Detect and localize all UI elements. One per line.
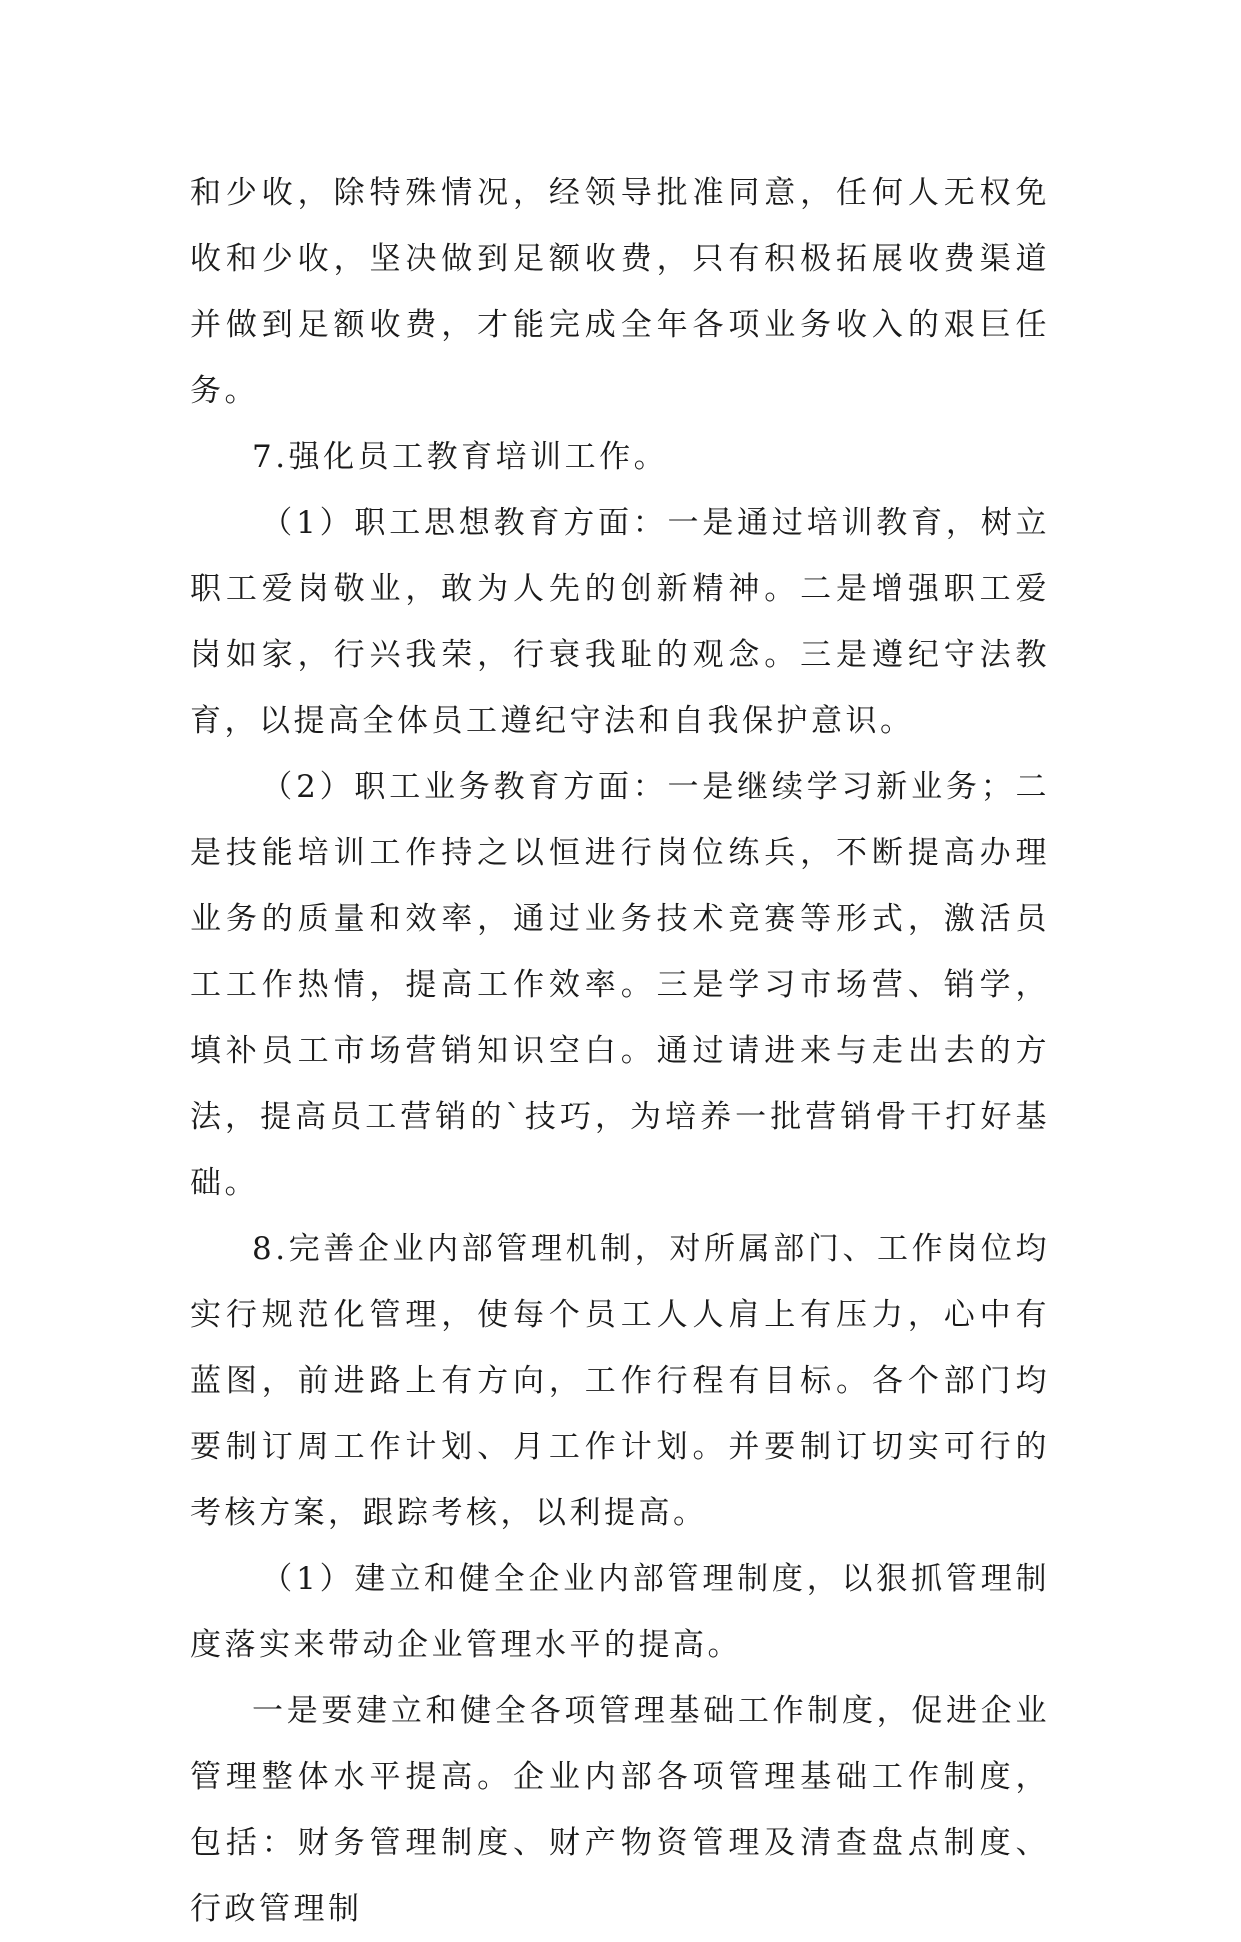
paragraph-business-education: （2）职工业务教育方面：一是继续学习新业务；二是技能培训工作持之以恒进行岗位练兵，不断提高办理业务的质量和效率，通过业务技术竞赛等形式，激活员工工作热情，提高工作效率。三是学习市场营、销学，填补员工市场营销知识空白。通过请进来与走出去的方法，提高员工营销的`技巧，为培养一批营销骨干打好基础。 [190, 769, 1050, 1201]
paragraph-ideology-education: （1）职工思想教育方面：一是通过培训教育，树立职工爱岗敬业，敢为人先的创新精神。二是增强职工爱岗如家，行兴我荣，行衰我耻的观念。三是遵纪守法教育，以提高全体员工遵纪守法和自我保护意识。 [190, 505, 1050, 739]
paragraph-basic-systems: 一是要建立和健全各项管理基础工作制度，促进企业管理整体水平提高。企业内部各项管理基础工作制度，包括：财务管理制度、财产物资管理及清查盘点制度、行政管理制 [190, 1693, 1050, 1927]
heading-staff-training: 7.强化员工教育培训工作。 [252, 439, 669, 475]
document-body [190, 160, 1050, 1942]
paragraph-management-system: （1）建立和健全企业内部管理制度，以狠抓管理制度落实来带动企业管理水平的提高。 [190, 1561, 1050, 1663]
paragraph-fee-collection: 和少收，除特殊情况，经领导批准同意，任何人无权免收和少收，坚决做到足额收费，只有积极拓展收费渠道并做到足额收费，才能完成全年各项业务收入的艰巨任务。 [190, 175, 1050, 409]
paragraph-internal-management: 8.完善企业内部管理机制，对所属部门、工作岗位均实行规范化管理，使每个员工人人肩上有压力，心中有蓝图，前进路上有方向，工作行程有目标。各个部门均要制订周工作计划、月工作计划。并要制订切实可行的考核方案，跟踪考核，以利提高。 [190, 1231, 1050, 1531]
